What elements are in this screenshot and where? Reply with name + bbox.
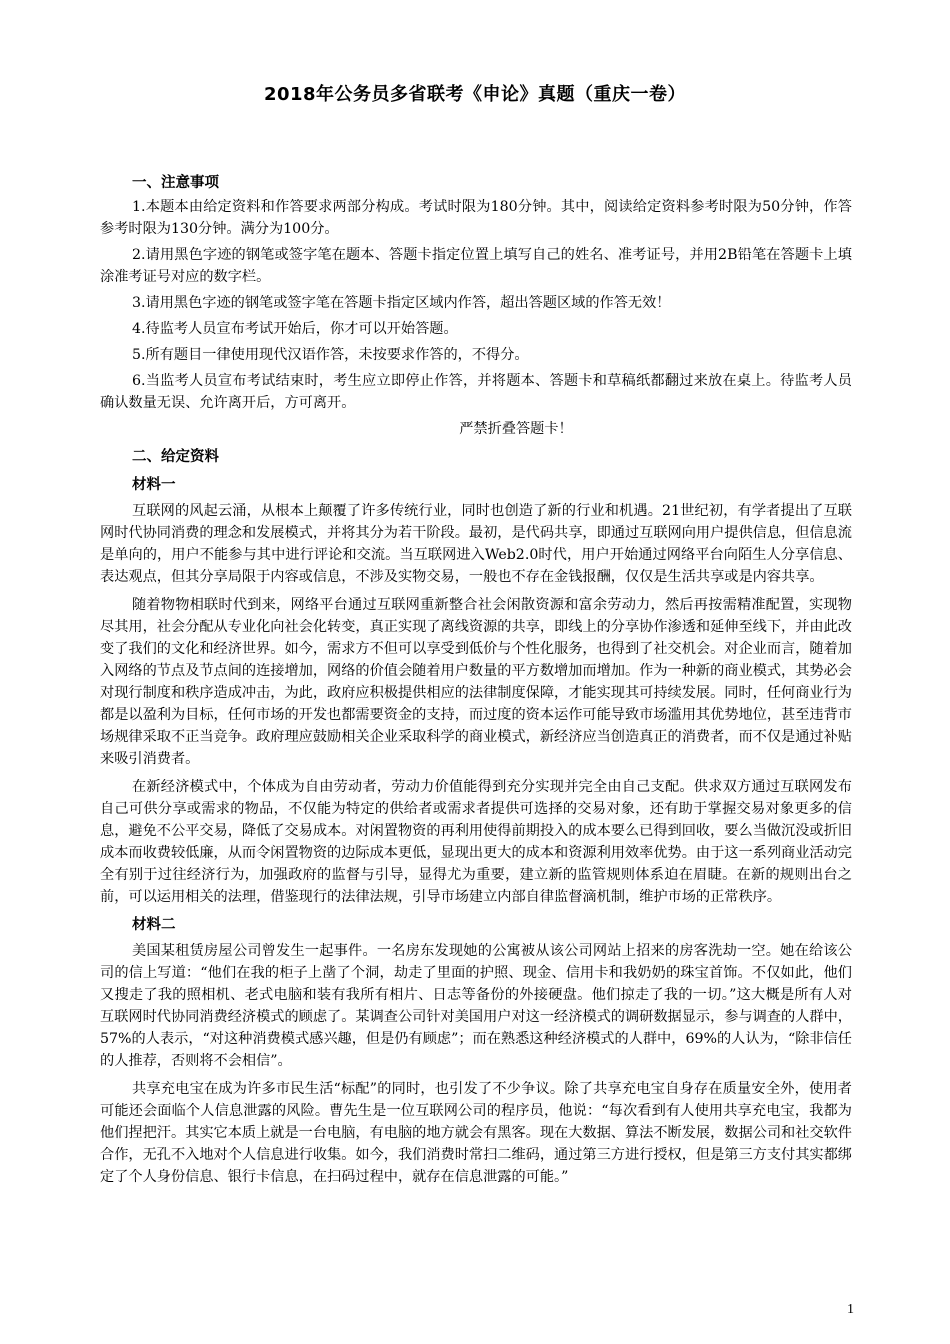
material-title: 材料一 (132, 477, 176, 493)
material-paragraph: 随着物物相联时代到来，网络平台通过互联网重新整合社会闲散资源和富余劳动力，然后再按需精准配置，实现物尽其用，社会分配从专业化向社会化转变，真正实现了离线资源的共享，即线上的分享协作渗透和延伸至线下，并由此改变了我们的文化和经济世界。如今，需求方不但可以享受到低价与个性化服务，也得到了社交机会。对企业而言，随着加入网络的节点及节点间的连接增加，网络的价值会随着用户数量的平方数增加而增加。作为一种新的商业模式，其势必会对现行制度和秩序造成冲击，为此，政府应积极提供相应的法律制度保障，才能实现其可持续发展。同时，任何商业行为都是以盈利为目标，任何市场的开发也都需要资金的支持，而过度的资本运作可能导致市场滥用其优势地位，甚至违背市场规律采取不正当竞争。政府理应鼓励相关企业采取科学的商业模式，新经济应当创造真正的消费者，而不仅是通过补贴来吸引消费者。 (100, 597, 852, 767)
page-number: 1 (847, 1302, 854, 1317)
section-heading-materials: 二、给定资料 (132, 449, 219, 465)
section-heading-notice: 一、注意事项 (132, 175, 219, 191)
page-title: 2018年公务员多省联考《申论》真题（重庆一卷） (263, 84, 687, 105)
notice-item: 4.待监考人员宣布考试开始后，你才可以开始答题。 (132, 321, 458, 337)
document-body (100, 170, 852, 1194)
material-title: 材料二 (132, 917, 176, 933)
notice-item: 3.请用黑色字迹的钢笔或签字笔在答题卡指定区域内作答，超出答题区域的作答无效！ (132, 295, 671, 311)
material-paragraph: 美国某租赁房屋公司曾发生一起事件。一名房东发现她的公寓被从该公司网站上招来的房客洗劫一空。她在给该公司的信上写道：“他们在我的柜子上凿了个洞，劫走了里面的护照、现金、信用卡和我奶奶的珠宝首饰。不仅如此，他们又搜走了我的照相机、老式电脑和装有我所有相片、日志等备份的外接硬盘。他们掠走了我的一切。”这大概是所有人对互联网时代协同消费经济模式的顾虑了。某调查公司针对美国用户对这一经济模式的调研数据显示，参与调查的人群中，57%的人表示，“对这种消费模式感兴趣，但是仍有顾虑”；而在熟悉这种经济模式的人群中，69%的人认为，“除非信任的人推荐，否则将不会相信”。 (100, 943, 852, 1069)
material-paragraph: 在新经济模式中，个体成为自由劳动者，劳动力价值能得到充分实现并完全由自己支配。供求双方通过互联网发布自己可供分享或需求的物品，不仅能为特定的供给者或需求者提供可选择的交易对象，还有助于掌握交易对象更多的信息，避免不公平交易，降低了交易成本。对闲置物资的再利用使得前期投入的成本要么已得到回收，要么当做沉没或折旧成本而收费较低廉，从而令闲置物资的边际成本更低，显现出更大的成本和资源利用效率优势。由于这一系列商业活动完全有别于过往经济行为，加强政府的监督与引导，显得尤为重要，建立新的监管规则体系迫在眉睫。在新的规则出台之前，可以运用相关的法理，借鉴现行的法律法规，引导市场建立内部自律监督滴机制，维护市场的正常秩序。 (100, 779, 852, 905)
warning-note: 严禁折叠答题卡！ (459, 421, 573, 437)
notice-item: 1.本题本由给定资料和作答要求两部分构成。考试时限为180分钟。其中，阅读给定资料参考时限为50分钟，作答参考时限为130分钟。满分为100分。 (100, 199, 852, 237)
material-paragraph: 共享充电宝在成为许多市民生活“标配”的同时，也引发了不少争议。除了共享充电宝自身存在质量安全外，使用者可能还会面临个人信息泄露的风险。曹先生是一位互联网公司的程序员，他说：“每次看到有人使用共享充电宝，我都为他们捏把汗。其实它本质上就是一台电脑，有电脑的地方就会有黑客。现在大数据、算法不断发展，数据公司和社交软件合作，无孔不入地对个人信息进行收集。如今，我们消费时常扫二维码，通过第三方进行授权，但是第三方支付其实都绑定了个人身份信息、银行卡信息，在扫码过程中，就存在信息泄露的可能。” (100, 1081, 852, 1185)
notice-item: 2.请用黑色字迹的钢笔或签字笔在题本、答题卡指定位置上填写自己的姓名、准考证号，并用2B铅笔在答题卡上填涂准考证号对应的数字栏。 (100, 247, 852, 285)
notice-item: 5.所有题目一律使用现代汉语作答，未按要求作答的，不得分。 (132, 347, 529, 363)
notice-item: 6.当监考人员宣布考试结束时，考生应立即停止作答，并将题本、答题卡和草稿纸都翻过来放在桌上。待监考人员确认数量无误、允许离开后，方可离开。 (100, 373, 852, 411)
material-paragraph: 互联网的风起云涌，从根本上颠覆了许多传统行业，同时也创造了新的行业和机遇。21世纪初，有学者提出了互联网时代协同消费的理念和发展模式，并将其分为若干阶段。最初，是代码共享，即通过互联网向用户提供信息，但信息流是单向的，用户不能参与其中进行评论和交流。当互联网进入Web2.0时代，用户开始通过网络平台向陌生人分享信息、表达观点，但其分享局限于内容或信息，不涉及实物交易，一般也不存在金钱报酬，仅仅是生活共享或是内容共享。 (100, 503, 852, 585)
